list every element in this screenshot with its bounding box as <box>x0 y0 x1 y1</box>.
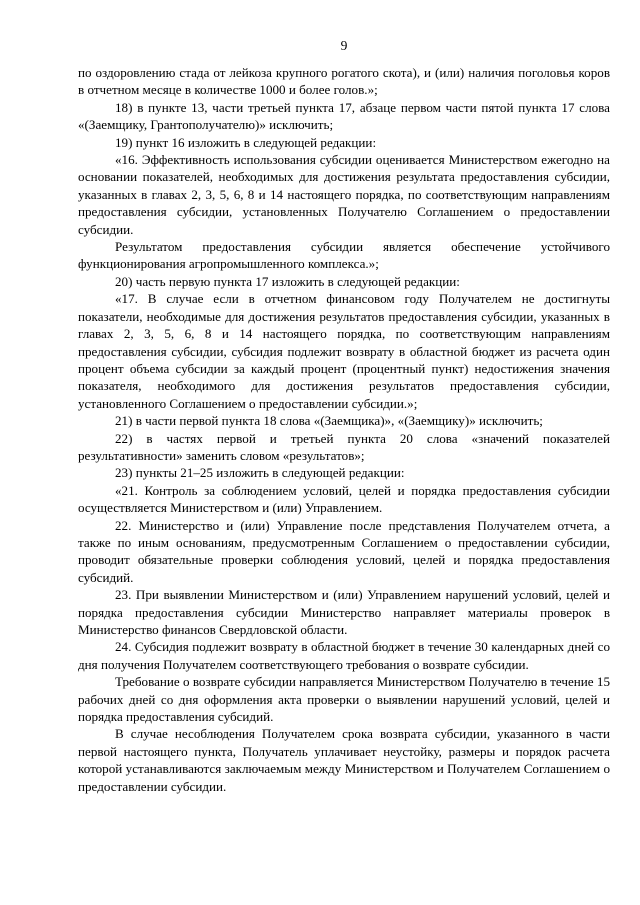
paragraph-clause-22: 22. Министерство и (или) Управление после представления Получателем отчета, а также по иным основаниям, предусмотренным Соглашением о предоставлении субсидии, проводит обязательные проверки соблюдения условий, целей и порядка предоставления субсидий. <box>78 517 610 585</box>
paragraph-clause-23: 23. При выявлении Министерством и (или) Управлением нарушений условий, целей и порядка предоставления субсидии Министерство направляет материалы проверок в Министерство финансов Свердловской области. <box>78 587 610 637</box>
paragraph-clause-16: «16. Эффективность использования субсидии оценивается Министерством ежегодно на основании показателей, необходимых для достижения результата предоставления субсидии, указанных в главах 2, 3, 5, 6, 8 и 14 настоящего порядка, по соответствующим направлениям предоставления субсидии, установленных Получателю Соглашением о предоставлении субсидии. <box>78 152 610 237</box>
paragraph-item-18: 18) в пункте 13, части третьей пункта 17, абзаце первом части пятой пункта 17 слова «(Заемщику, Грантополучателю)» исключить; <box>78 99 610 133</box>
page-number: 9 <box>340 38 348 53</box>
paragraph-clause-24-penalty: В случае несоблюдения Получателем срока возврата субсидии, указанного в части первой настоящего пункта, Получатель уплачивает неустойку, размеры и порядок расчета которой устанавливаются заключаемым между Министерством и Получателем Соглашением о предоставлении субсидии. <box>78 726 610 794</box>
paragraph-item-23: 23) пункты 21–25 изложить в следующей редакции: <box>115 465 405 481</box>
paragraph-item-19: 19) пункт 16 изложить в следующей редакции: <box>115 134 377 150</box>
document-page <box>78 38 610 795</box>
paragraph-item-21: 21) в части первой пункта 18 слова «(Заемщика)», «(Заемщику)» исключить; <box>115 413 543 429</box>
paragraph-clause-16-result: Результатом предоставления субсидии является обеспечение устойчивого функционирования агропромышленного комплекса.»; <box>78 239 610 272</box>
paragraph-clause-24: 24. Субсидия подлежит возврату в областной бюджет в течение 30 календарных дней со дня получения Получателем соответствующего требования о возврате субсидии. <box>78 639 610 672</box>
paragraph-clause-24-demand: Требование о возврате субсидии направляется Министерством Получателю в течение 15 рабочих дней со дня оформления акта проверки о выявлении нарушений условий, целей и порядка предоставления субсидий. <box>78 674 610 725</box>
paragraph-clause-21: «21. Контроль за соблюдением условий, целей и порядка предоставления субсидии осуществляется Министерством и (или) Управлением. <box>78 482 610 516</box>
paragraph-clause-17: «17. В случае если в отчетном финансовом году Получателем не достигнуты показатели, необходимые для достижения результатов предоставления субсидии, указанных в главах 2, 3, 5, 6, 8 и 14 настоящего порядка, по соответствующим направлениям предоставления субсидии, субсидия подлежит возврату в областной бюджет из расчета один процент объема субсидии за каждый процент (процентный пункт) недостижения значения показателя, необходимого для достижения результатов предоставления субсидии, установленного Соглашением о предоставлении субсидии.»; <box>78 291 610 411</box>
paragraph-item-22: 22) в частях первой и третьей пункта 20 слова «значений показателей результативности» заменить словом «результатов»; <box>78 430 610 463</box>
paragraph-item-20: 20) часть первую пункта 17 изложить в следующей редакции: <box>115 273 460 289</box>
paragraph-continuation: по оздоровлению стада от лейкоза крупного рогатого скота), и (или) наличия поголовья коров в отчетном месяце в количестве 1000 и более голов.»; <box>78 65 610 98</box>
